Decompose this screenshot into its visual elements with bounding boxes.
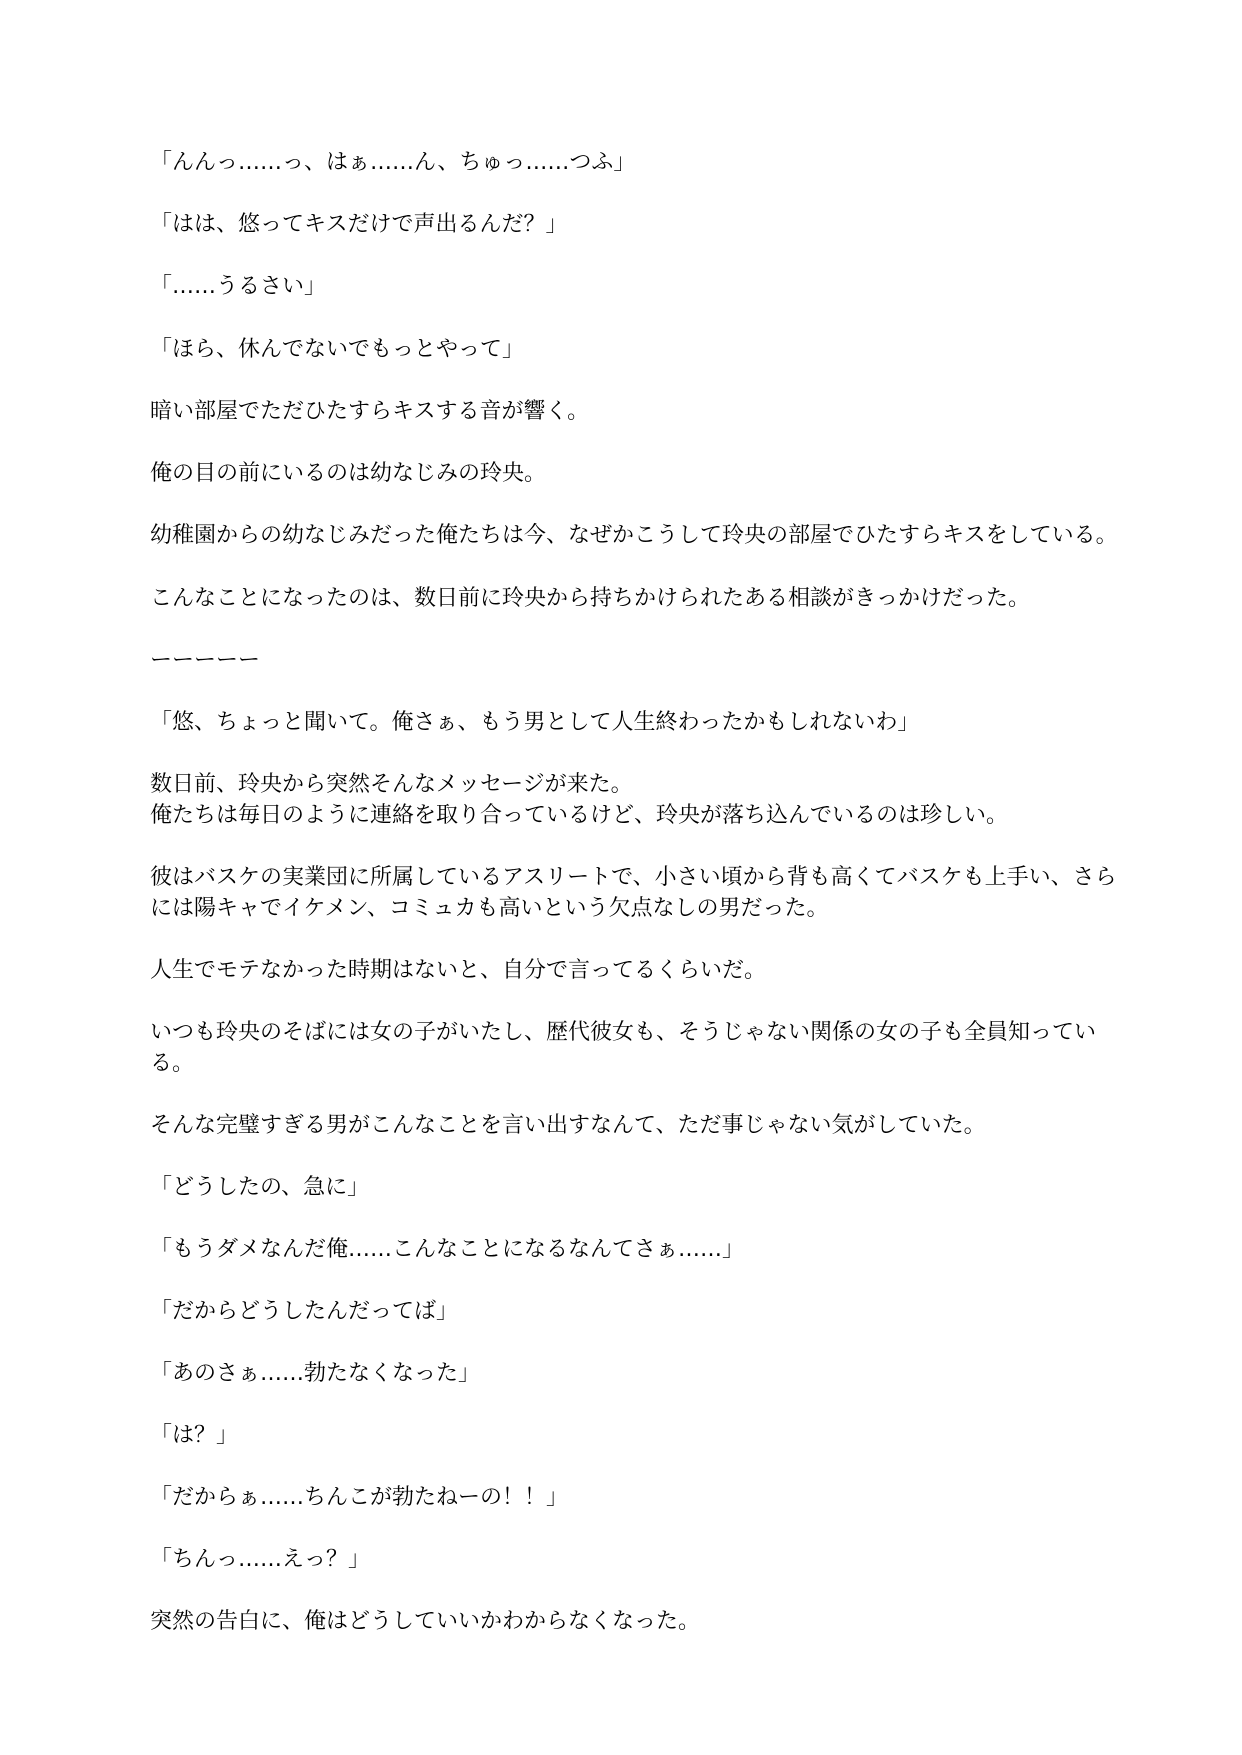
- dialogue-line: 「……うるさい」: [150, 274, 327, 299]
- dialogue-line: 「だからどうしたんだってば」: [150, 1299, 459, 1324]
- dialogue-line: 「ちんっ……えっ？」: [150, 1547, 371, 1572]
- dialogue-line: 「どうしたの、急に」: [150, 1175, 370, 1200]
- narration-paragraph: こんなことになったのは、数日前に玲央から持ちかけられたある相談がきっかけだった。: [150, 586, 1031, 611]
- narration-paragraph: そんな完璧すぎる男がこんなことを言い出すなんて、ただ事じゃない気がしていた。: [150, 1113, 986, 1138]
- narration-paragraph: には陽キャでイケメン、コミュカも高いという欠点なしの男だった。: [150, 896, 829, 921]
- dialogue-line: 「悠、ちょっと聞いて。俺さぁ、もう男として人生終わったかもしれないわ」: [150, 710, 920, 735]
- dialogue-line: 「だからぁ……ちんこが勃たねーの！！」: [150, 1485, 569, 1510]
- narration-paragraph: 幼稚園からの幼なじみだった俺たちは今、なぜかこうして玲央の部屋でひたすらキスをしている。: [150, 523, 1118, 548]
- narration-paragraph: 俺の目の前にいるのは幼なじみの玲央。: [150, 461, 547, 486]
- narration-paragraph: る。: [150, 1051, 195, 1076]
- dialogue-line: 「あのさぁ……勃たなくなった」: [150, 1361, 481, 1386]
- dialogue-line: 「は？」: [150, 1423, 239, 1448]
- dialogue-line: 「もうダメなんだ俺……こんなことになるなんてさぁ……」: [150, 1237, 745, 1262]
- dialogue-line: 「ほら、休んでないでもっとやって」: [150, 337, 525, 362]
- narration-paragraph: いつも玲央のそばには女の子がいたし、歴代彼女も、そうじゃない関係の女の子も全員知ってい: [150, 1020, 1097, 1045]
- narration-paragraph: 彼はバスケの実業団に所属しているアスリートで、小さい頃から背も高くてバスケも上手い、さら: [150, 865, 1117, 890]
- narration-paragraph: 俺たちは毎日のように連絡を取り合っているけど、玲央が落ち込んでいるのは珍しい。: [150, 803, 1009, 828]
- scene-break: ーーーーー: [150, 648, 261, 673]
- dialogue-line: 「はは、悠ってキスだけで声出るんだ？」: [150, 212, 568, 237]
- narration-paragraph: 数日前、玲央から突然そんなメッセージが来た。: [150, 772, 633, 797]
- dialogue-line: 「んんっ……っ、はぁ……ん、ちゅっ……つふ」: [150, 150, 636, 175]
- narration-paragraph: 突然の告白に、俺はどうしていいかわからなくなった。: [150, 1609, 701, 1634]
- narration-paragraph: 暗い部屋でただひたすらキスする音が響く。: [150, 399, 590, 424]
- narration-paragraph: 人生でモテなかった時期はないと、自分で言ってるくらいだ。: [150, 958, 767, 983]
